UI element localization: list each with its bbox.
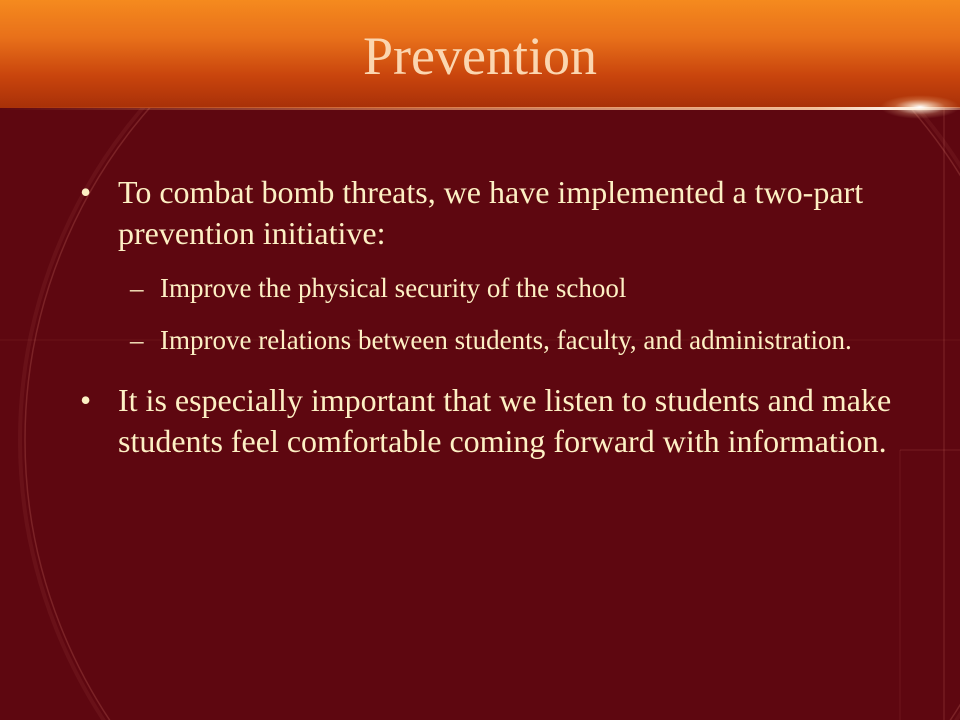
bullet-text: To combat bomb threats, we have implemented a two-part prevention initiative:	[118, 174, 864, 251]
light-glint	[880, 95, 960, 119]
sub-bullet-text: Improve relations between students, faculty, and administration.	[160, 325, 852, 355]
sub-bullet-dash: –	[130, 273, 144, 303]
sub-bullet-item	[80, 322, 900, 358]
bullet-text: It is especially important that we listen to students and make students feel comfortable coming forward with information.	[118, 382, 892, 459]
sub-bullet-dash: –	[130, 325, 144, 355]
bullet-dot: •	[80, 382, 92, 418]
bullet-item	[80, 172, 900, 254]
slide-title: Prevention	[363, 26, 597, 86]
bullet-item	[80, 380, 900, 462]
slide-body	[80, 172, 900, 462]
sub-bullet-item	[80, 270, 900, 306]
bullet-dot: •	[80, 174, 92, 210]
title-underline	[0, 107, 960, 110]
sub-bullet-text: Improve the physical security of the school	[160, 273, 627, 303]
